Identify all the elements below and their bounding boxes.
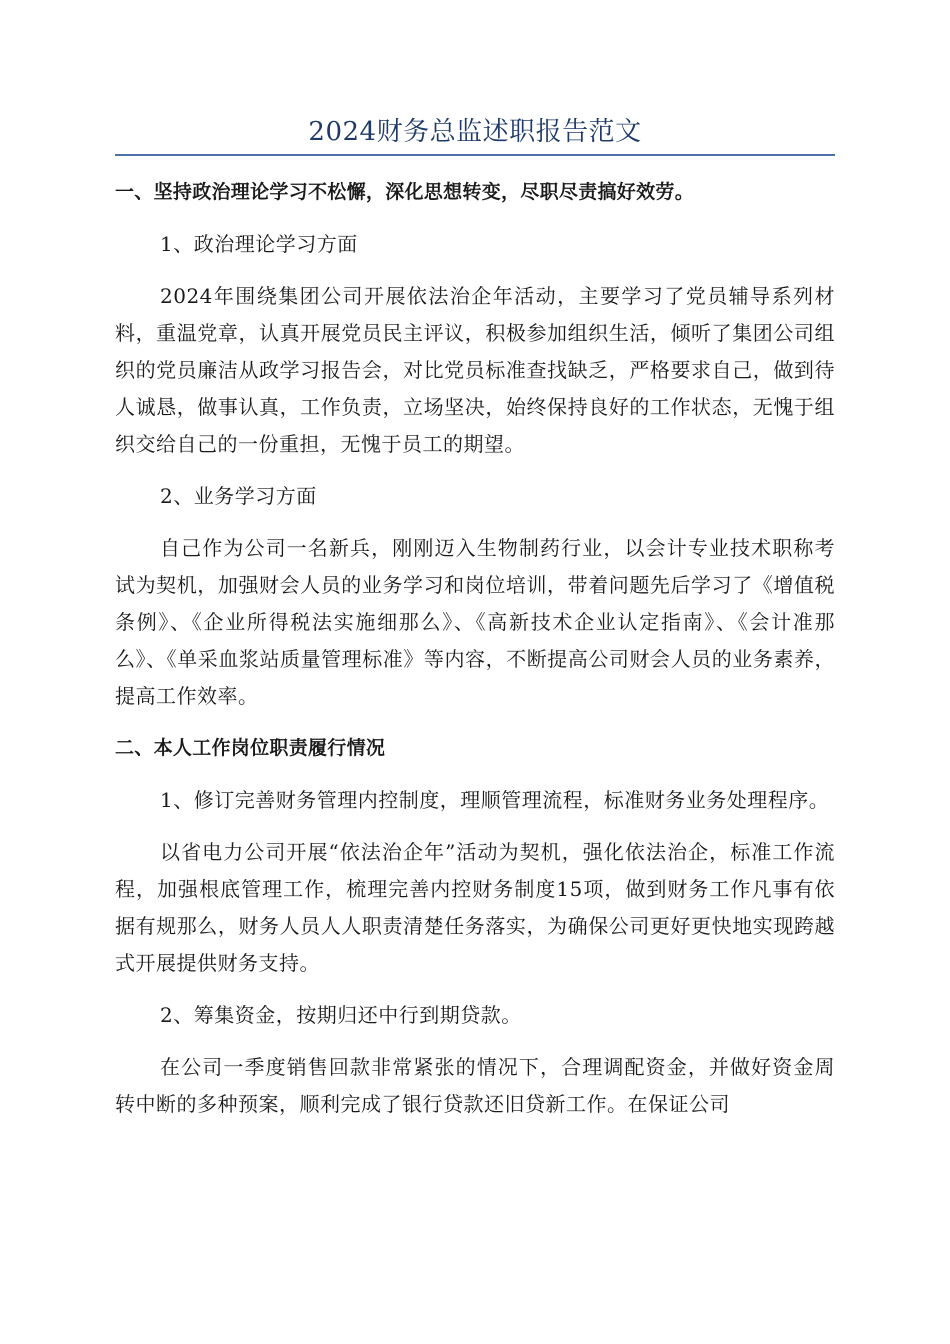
subheading-business-study: 2、业务学习方面 <box>160 484 317 508</box>
paragraph-political-study: 2024年围绕集团公司开展依法治企年活动，主要学习了党员辅导系列材料，重温党章，认真开展党员民主评议，积极参加组织生活，倾听了集团公司组织的党员廉洁从政学习报告会，对比党员标准查找缺乏，严格要求自己，做到待人诚恳，做事认真，工作负责，立场坚决，始终保持良好的工作状态，无愧于组织交给自己的一份重担，无愧于员工的期望。 <box>115 284 835 456</box>
section-heading-2: 二、本人工作岗位职责履行情况 <box>115 737 386 759</box>
paragraph-fund-raising: 在公司一季度销售回款非常紧张的情况下，合理调配资金，并做好资金周转中断的多种预案，顺利完成了银行贷款还旧贷新工作。在保证公司 <box>115 1055 835 1116</box>
title-underline <box>115 154 835 156</box>
subheading-internal-control: 1、修订完善财务管理内控制度，理顺管理流程，标准财务业务处理程序。 <box>160 788 830 812</box>
document-body <box>115 174 835 1138</box>
subheading-political-study: 1、政治理论学习方面 <box>160 232 358 256</box>
subheading-fund-raising: 2、筹集资金，按期归还中行到期贷款。 <box>160 1003 522 1027</box>
section-heading-1: 一、坚持政治理论学习不松懈，深化思想转变，尽职尽责搞好效劳。 <box>115 181 695 203</box>
paragraph-business-study: 自己作为公司一名新兵，刚刚迈入生物制药行业，以会计专业技术职称考试为契机，加强财会人员的业务学习和岗位培训，带着问题先后学习了《增值税条例》、《企业所得税法实施细那么》、《高新技术企业认定指南》、《会计准那么》、《单采血浆站质量管理标准》等内容，不断提高公司财会人员的业务素养，提高工作效率。 <box>115 536 835 708</box>
paragraph-internal-control: 以省电力公司开展“依法治企年”活动为契机，强化依法治企，标准工作流程，加强根底管理工作，梳理完善内控财务制度15项，做到财务工作凡事有依据有规那么，财务人员人人职责清楚任务落实，为确保公司更好更快地实现跨越式开展提供财务支持。 <box>115 840 835 975</box>
document-title: 2024财务总监述职报告范文 <box>308 117 642 147</box>
